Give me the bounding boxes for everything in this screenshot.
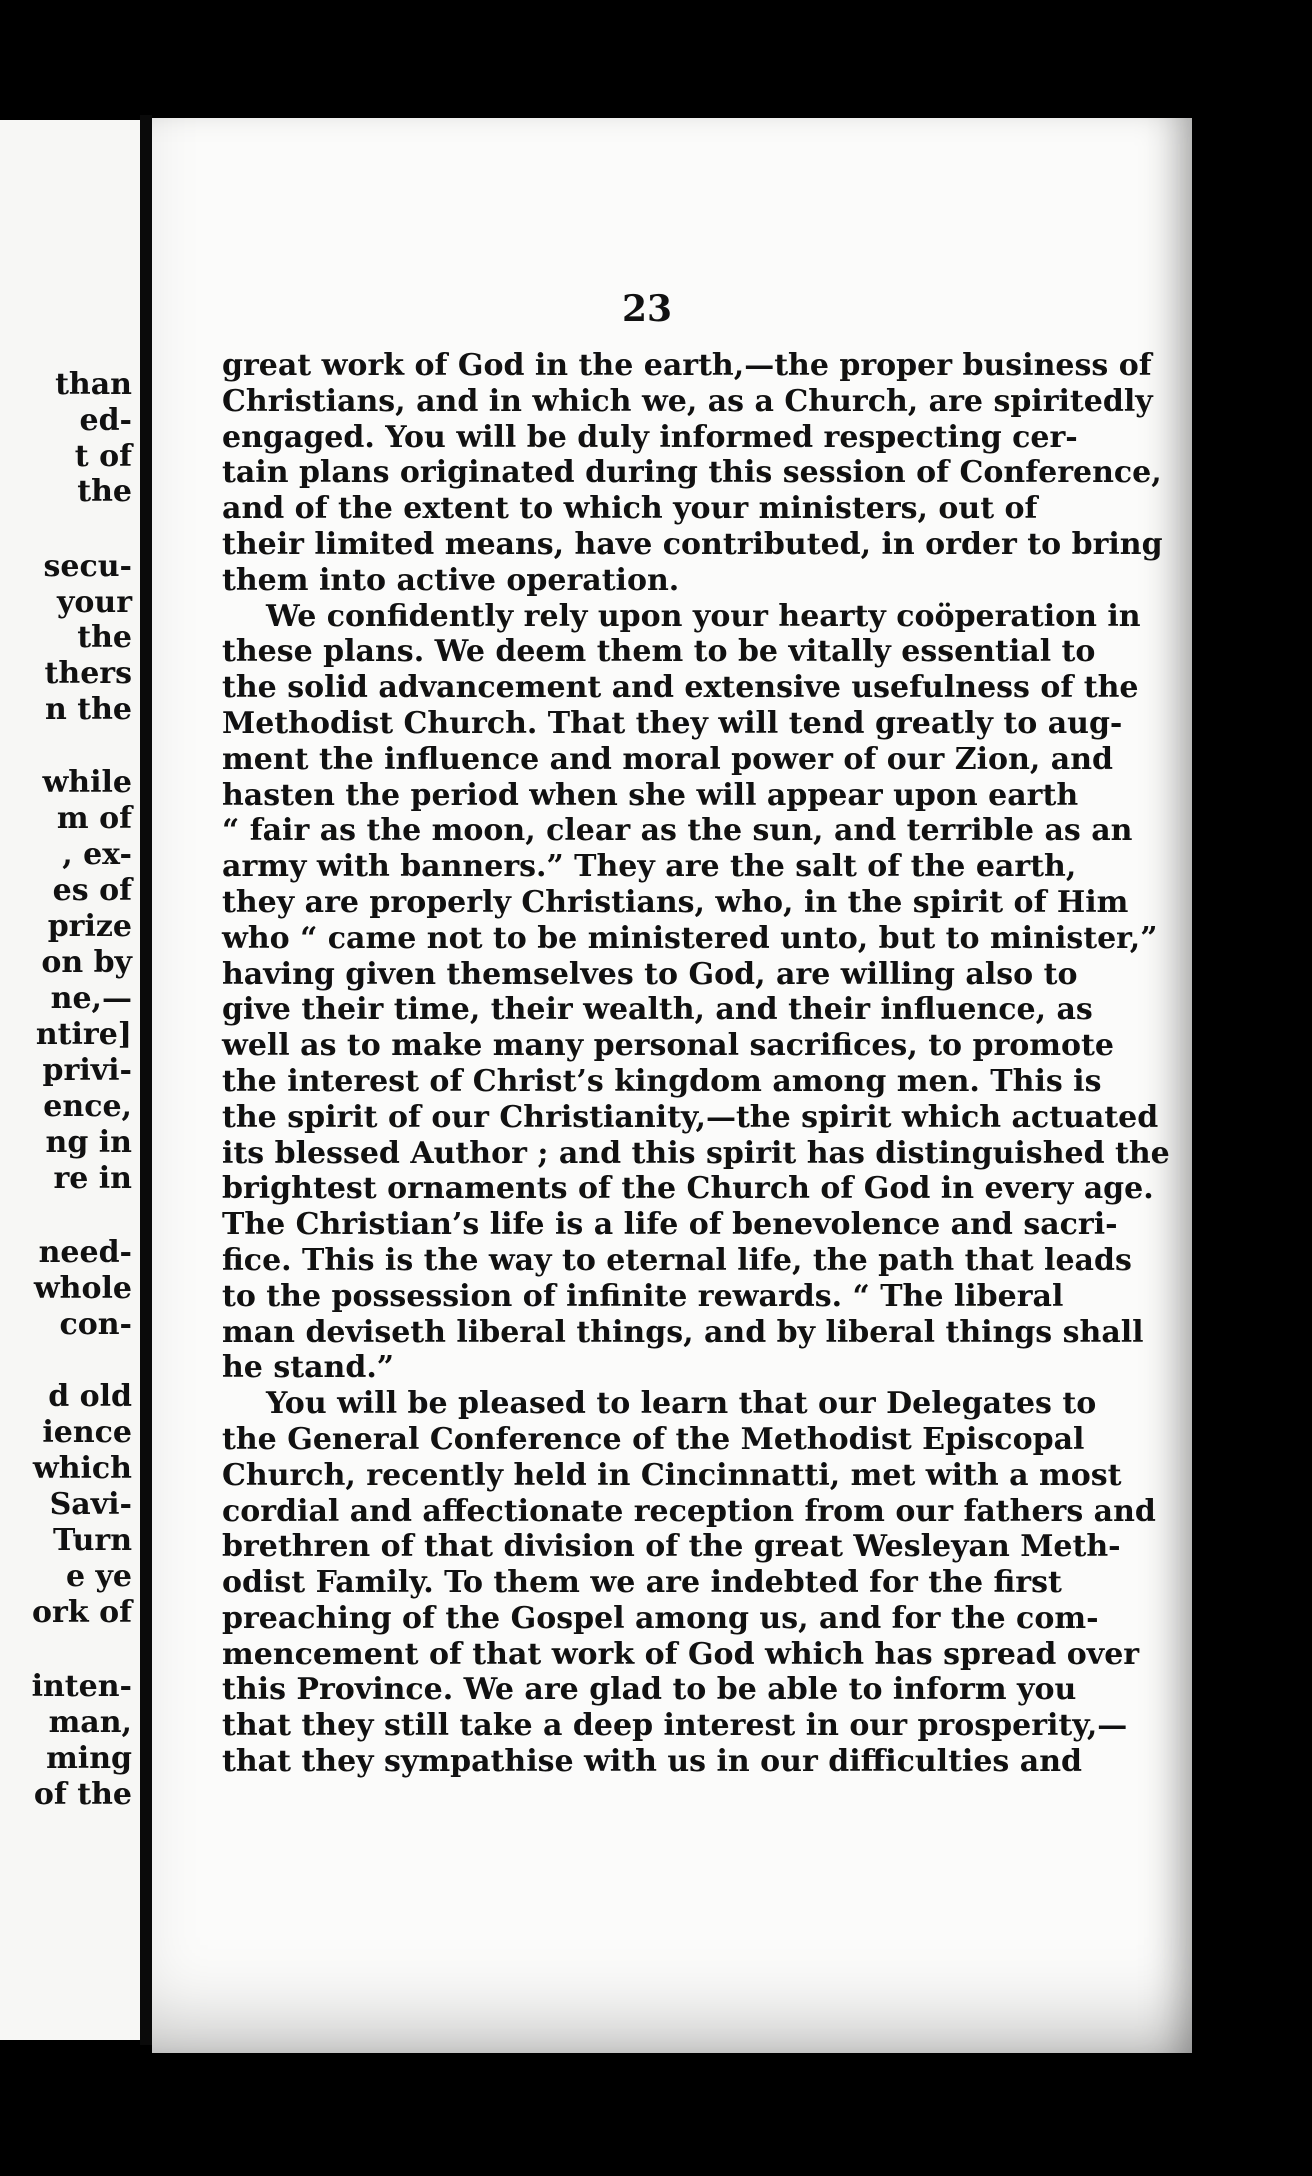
text-line: “ fair as the moon, clear as the sun, and terrible as an [222,813,1133,849]
text-line: cordial and affectionate reception from our fathers and [222,1493,1156,1529]
left-fragment: n the [44,692,132,727]
left-fragment: privi- [42,1053,132,1088]
left-fragment: while [42,765,132,800]
text-line: ment the influence and moral power of our Zion, and [222,741,1113,777]
left-page-fragment [0,120,140,2040]
text-line: We confidently rely upon your hearty coöperation in [266,598,1141,634]
text-line: that they still take a deep interest in our prosperity,— [222,1708,1128,1744]
text-line: its blessed Author ; and this spirit has distinguished the [222,1135,1170,1171]
text-line: well as to make many personal sacrifices, to promote [222,1028,1115,1064]
text-line: the General Conference of the Methodist Episcopal [222,1421,1085,1457]
left-fragment: need- [38,1235,132,1270]
text-line: tain plans originated during this session of Conference, [222,455,1162,491]
left-fragment: prize [47,909,132,944]
text-line: mencement of that work of God which has spread over [222,1636,1140,1672]
left-fragment: ntire] [35,1017,132,1052]
left-fragment: es of [52,873,132,908]
left-fragment: ed- [79,403,132,438]
text-line: brethren of that division of the great Wesleyan Meth- [222,1529,1121,1565]
left-fragment: on by [41,945,132,980]
text-line: that they sympathise with us in our difficulties and [222,1744,1082,1780]
text-line: You will be pleased to learn that our Delegates to [266,1386,1097,1422]
left-fragment: ork of [32,1595,132,1630]
left-fragment: m of [56,801,132,836]
text-line: these plans. We deem them to be vitally essential to [222,634,1096,670]
text-line: The Christian’s life is a life of benevolence and sacri- [222,1207,1118,1243]
text-line: the solid advancement and extensive usefulness of the [222,670,1139,706]
left-fragment: e ye [65,1559,132,1594]
left-fragment: secu- [43,549,132,584]
left-fragment: thers [44,656,132,691]
left-fragment: whole [33,1271,132,1306]
text-line: and of the extent to which your ministers, out of [222,491,1038,527]
text-line: great work of God in the earth,—the proper business of [222,348,1152,383]
body-text [222,348,1170,1780]
text-line: odist Family. To them we are indebted for the first [222,1565,1062,1601]
left-fragment: d old [48,1379,132,1414]
text-line: to the possession of infinite rewards. “ The liberal [222,1278,1064,1314]
text-line: the interest of Christ’s kingdom among men. This is [222,1063,1102,1099]
left-fragment: t of [74,439,132,474]
text-line: fice. This is the way to eternal life, the path that leads [222,1242,1132,1278]
left-fragment: ience [42,1415,132,1450]
left-fragment: than [55,367,132,402]
text-line: the spirit of our Christianity,—the spirit which actuated [222,1099,1159,1135]
text-line: who “ came not to be ministered unto, but to minister,” [222,920,1158,956]
left-fragment: ming [46,1741,132,1776]
left-fragment: con- [59,1307,132,1342]
text-line: engaged. You will be duly informed respecting cer- [222,419,1078,455]
text-line: having given themselves to God, are willing also to [222,956,1078,992]
text-line: man deviseth liberal things, and by liberal things shall [222,1314,1144,1350]
text-line: Methodist Church. That they will tend greatly to aug- [222,705,1123,741]
left-fragment: , ex- [62,837,132,872]
book-spine [140,115,152,2045]
left-fragment: ence, [43,1089,132,1124]
left-fragment: Turn [53,1523,132,1558]
left-fragment: which [32,1451,132,1486]
left-fragment: the [77,620,132,655]
left-fragment: of the [33,1777,132,1812]
text-line: give their time, their wealth, and their influence, as [222,992,1093,1028]
text-line: brightest ornaments of the Church of God in every age. [222,1171,1154,1207]
left-fragment: the [77,474,132,509]
text-line: army with banners.” They are the salt of the earth, [222,849,1077,885]
left-fragment: inten- [31,1669,132,1704]
text-line: Church, recently held in Cincinnatti, met with a most [222,1457,1122,1493]
text-line: them into active operation. [222,562,680,598]
text-line: they are properly Christians, who, in the spirit of Him [222,884,1129,920]
text-line: hasten the period when she will appear upon earth [222,777,1079,813]
left-fragment: man, [48,1705,132,1740]
text-line: their limited means, have contributed, in order to bring [222,526,1163,562]
page [152,118,1192,2053]
text-line: this Province. We are glad to be able to inform you [222,1672,1077,1708]
left-fragment: ne,— [50,981,132,1016]
left-fragment: Savi- [49,1487,132,1522]
left-fragment: your [56,585,132,620]
text-line: he stand.” [222,1350,395,1386]
page-number: 23 [621,288,673,330]
text-line: preaching of the Gospel among us, and for the com- [222,1600,1099,1636]
left-fragment: re in [53,1161,132,1196]
text-line: Christians, and in which we, as a Church, are spiritedly [222,383,1153,419]
left-fragment: ng in [45,1125,132,1160]
